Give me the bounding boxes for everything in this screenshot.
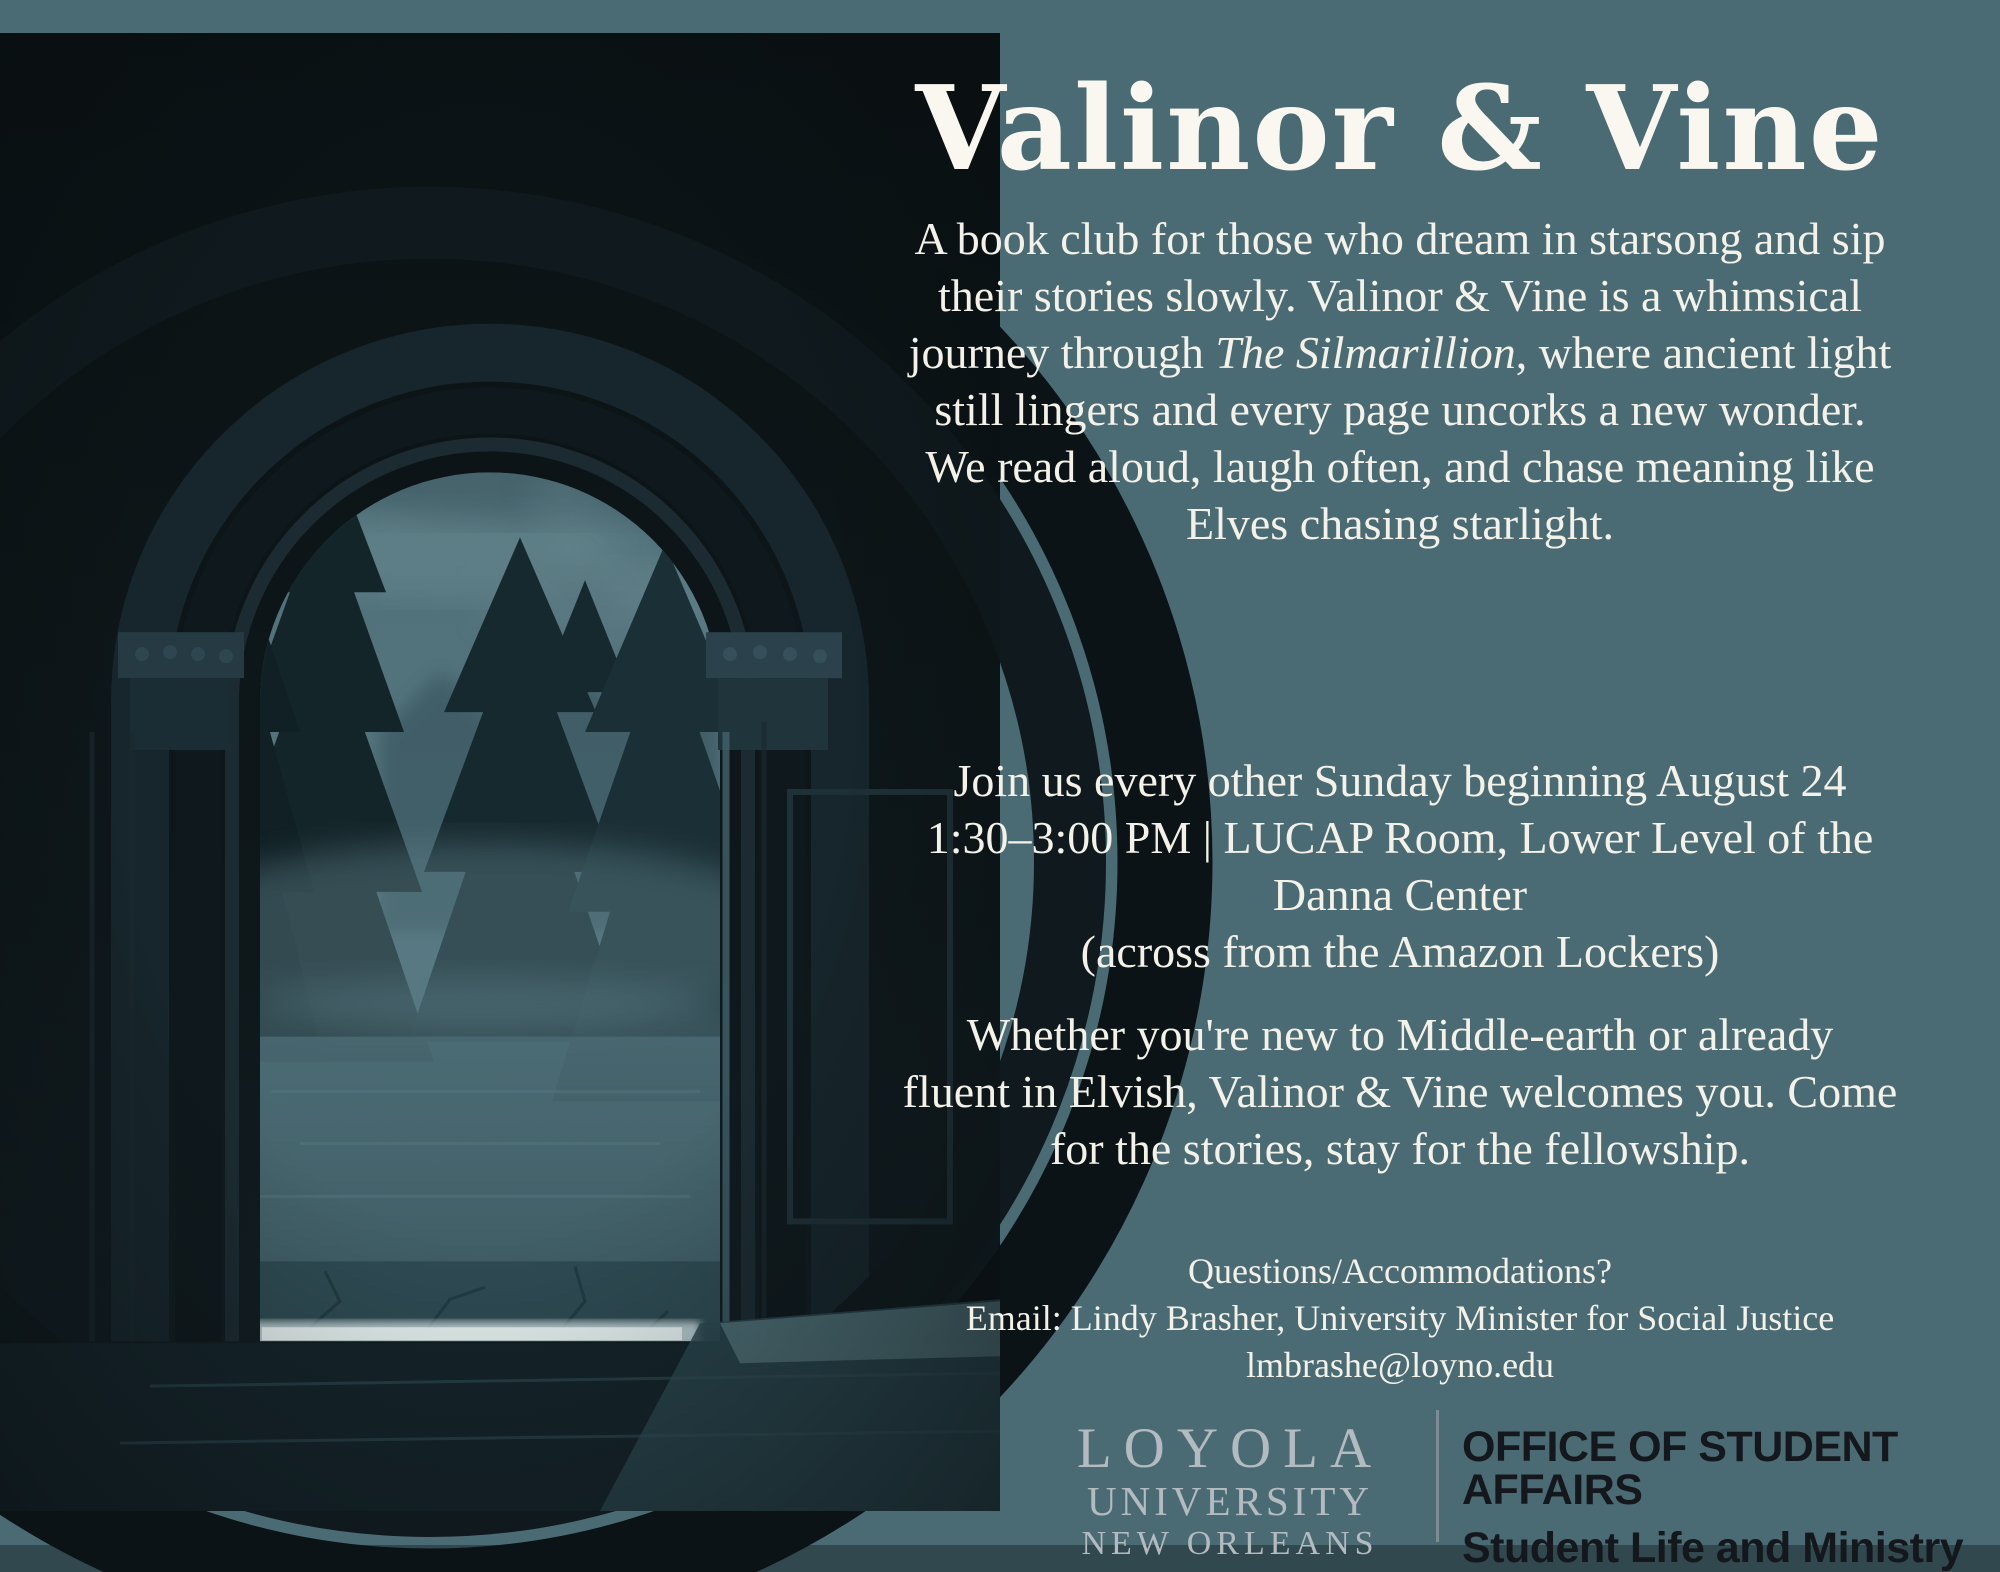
logo-neworleans-line: NEW ORLEANS xyxy=(1081,1525,1379,1562)
office-subtitle: Student Life and Ministry xyxy=(1462,1524,1964,1572)
office-of-student-affairs-block xyxy=(1462,1423,2000,1572)
page-title: Valinor & Vine xyxy=(915,61,1885,197)
contact-person-line: Email: Lindy Brasher, University Minister for Social Justice xyxy=(965,1298,1835,1338)
contact-block xyxy=(845,1248,1955,1389)
schedule-time-location-line: 1:30–3:00 PM | LUCAP Room, Lower Level of the xyxy=(926,812,1874,863)
logo-loyola-line: LOYOLA xyxy=(1076,1417,1384,1480)
schedule-day-line: Join us every other Sunday beginning August 24 xyxy=(953,755,1847,806)
about-paragraph xyxy=(845,210,1955,552)
welcome-line: Whether you're new to Middle-earth or already xyxy=(966,1009,1834,1060)
about-line: Elves chasing starlight. xyxy=(1186,498,1614,549)
office-title: OFFICE OF STUDENT AFFAIRS xyxy=(1462,1423,1898,1514)
welcome-line: for the stories, stay for the fellowship. xyxy=(1049,1123,1751,1174)
contact-email: lmbrashe@loyno.edu xyxy=(1245,1345,1555,1385)
welcome-paragraph xyxy=(845,1006,1955,1177)
schedule-location-line: Danna Center xyxy=(1272,869,1528,920)
about-line: We read aloud, laugh often, and chase meaning like xyxy=(925,441,1875,492)
schedule-landmark-line: (across from the Amazon Lockers) xyxy=(1080,926,1720,977)
welcome-line: fluent in Elvish, Valinor & Vine welcomes you. Come xyxy=(902,1066,1898,1117)
about-line: A book club for those who dream in starsong and sip xyxy=(914,213,1886,264)
contact-questions-line: Questions/Accommodations? xyxy=(1188,1251,1612,1291)
footer-divider xyxy=(1436,1410,1439,1542)
about-line: journey through The Silmarillion, where ancient light xyxy=(908,327,1892,378)
about-line: their stories slowly. Valinor & Vine is a whimsical xyxy=(938,270,1862,321)
about-line: still lingers and every page uncorks a new wonder. xyxy=(934,384,1866,435)
book-title-italic: The Silmarillion xyxy=(1215,327,1516,378)
schedule-block xyxy=(845,752,1955,980)
loyola-university-logo xyxy=(1040,1417,1420,1562)
logo-university-line: UNIVERSITY xyxy=(1087,1478,1373,1524)
title-block xyxy=(845,60,1955,199)
